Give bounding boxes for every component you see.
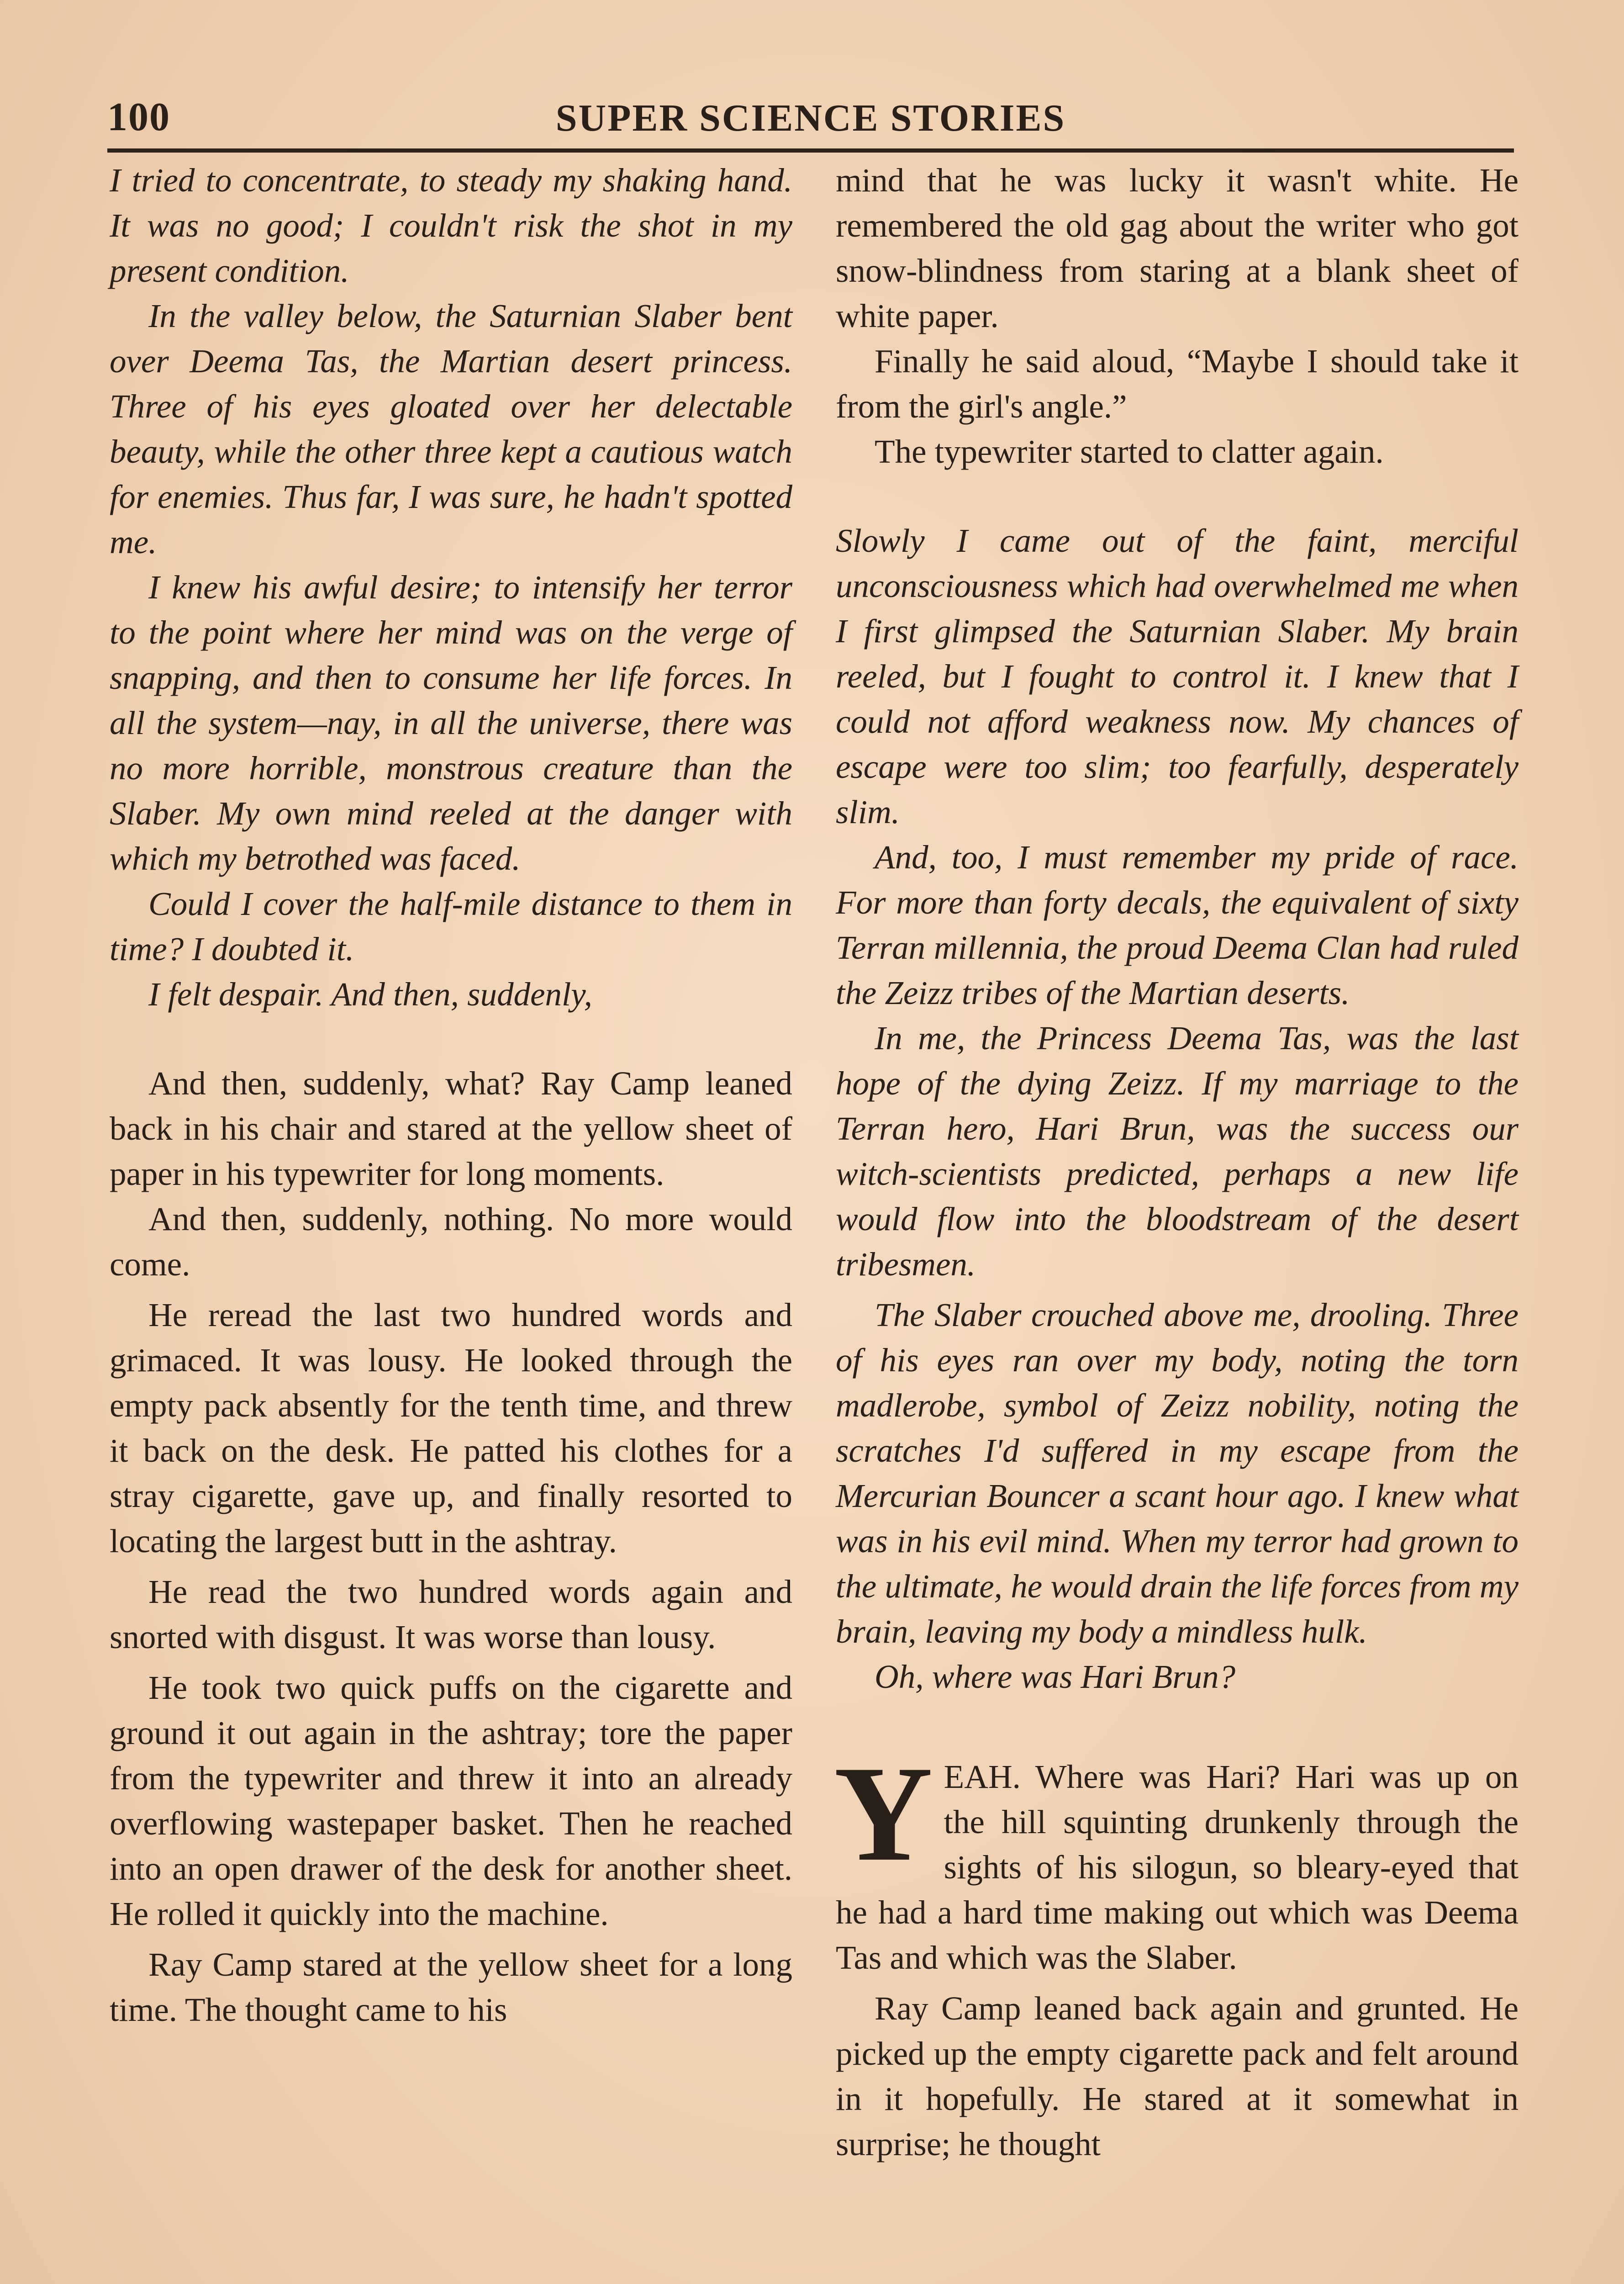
story-paragraph: Oh, where was Hari Brun?	[875, 1658, 1236, 1695]
story-paragraph: Could I cover the half-mile distance to them in time? I doubted it.	[110, 885, 792, 968]
story-paragraph: I tried to concentrate, to steady my shaking hand. It was no good; I couldn't risk the shot in my present condition.	[110, 162, 792, 289]
left-column	[110, 158, 792, 2032]
magazine-title: SUPER SCIENCE STORIES	[555, 97, 1066, 139]
section-opening-paragraph	[834, 1738, 1519, 1980]
narrative-paragraph: Ray Camp leaned back again and grunted. He picked up the empty cigarette pack and felt around in it hopefully. He stared at it somewhat in surprise; he thought	[836, 1990, 1519, 2162]
section-opening-text: EAH. Where was Hari? Hari was up on the hill squinting drunkenly through the sights of his silogun, so bleary-eyed that he had a hard time making out which was Deema Tas and which was the Slaber.	[836, 1758, 1519, 1976]
story-paragraph: I knew his awful desire; to intensify her terror to the point where her mind was on the verge of snapping, and then to consume her life forces. In all the system—nay, in all the universe, there was no more horrible, monstrous creature than the Slaber. My own mind reeled at the danger with which my betrothed was faced.	[110, 569, 792, 877]
drop-cap: Y	[834, 1738, 933, 1889]
page-header	[107, 80, 1514, 153]
story-paragraph: And, too, I must remember my pride of race. For more than forty decals, the equivalent of sixty Terran millennia, the proud Deema Clan had ruled the Zeizz tribes of the Martian deserts.	[836, 839, 1519, 1011]
right-column	[836, 158, 1519, 2167]
narrative-paragraph: He took two quick puffs on the cigarette and ground it out again in the ashtray; tore the paper from the typewriter and threw it into an already overflowing wastepaper basket. Then he reached into an open drawer of the desk for another sheet. He rolled it quickly into the machine.	[110, 1669, 792, 1932]
narrative-paragraph: And then, suddenly, nothing. No more would come.	[110, 1200, 792, 1283]
narrative-paragraph: And then, suddenly, what? Ray Camp leaned back in his chair and stared at the yellow sheet of paper in his typewriter for long moments.	[110, 1065, 792, 1192]
narrative-paragraph: He read the two hundred words again and snorted with disgust. It was worse than lousy.	[110, 1573, 792, 1655]
narrative-paragraph: The typewriter started to clatter again.	[875, 433, 1384, 470]
story-paragraph: I felt despair. And then, suddenly,	[148, 976, 592, 1013]
story-paragraph: In the valley below, the Saturnian Slaber bent over Deema Tas, the Martian desert princess. Three of his eyes gloated over her delectable beauty, while the other three kept a cautious watch for enemies. Thus far, I was sure, he hadn't spotted me.	[110, 297, 792, 560]
narrative-paragraph: He reread the last two hundred words and grimaced. It was lousy. He looked through the empty pack absently for the tenth time, and threw it back on the desk. He patted his clothes for a stray cigarette, gave up, and finally resorted to locating the largest butt in the ashtray.	[110, 1296, 792, 1560]
narrative-paragraph: mind that he was lucky it wasn't white. He remembered the old gag about the writer who got snow-blindness from staring at a blank sheet of white paper.	[836, 162, 1519, 334]
story-paragraph: Slowly I came out of the faint, merciful unconsciousness which had overwhelmed me when I first glimpsed the Saturnian Slaber. My brain reeled, but I fought to control it. I knew that I could not afford weakness now. My chances of escape were too slim; too fearfully, desperately slim.	[836, 522, 1519, 830]
story-paragraph: The Slaber crouched above me, drooling. Three of his eyes ran over my body, noting the torn madlerobe, symbol of Zeizz nobility, noting the scratches I'd suffered in my escape from the Mercurian Bouncer a scant hour ago. I knew what was in his evil mind. When my terror had grown to the ultimate, he would drain the life forces from my brain, leaving my body a mindless hulk.	[836, 1296, 1519, 1650]
story-paragraph: In me, the Princess Deema Tas, was the last hope of the dying Zeizz. If my marriage to the Terran hero, Hari Brun, was the success our witch-scientists predicted, perhaps a new life would flow into the bloodstream of the desert tribesmen.	[836, 1020, 1519, 1283]
narrative-paragraph: Ray Camp stared at the yellow sheet for a long time. The thought came to his	[110, 1946, 792, 2028]
narrative-paragraph: Finally he said aloud, “Maybe I should take it from the girl's angle.”	[836, 343, 1519, 425]
page-number: 100	[107, 95, 170, 139]
